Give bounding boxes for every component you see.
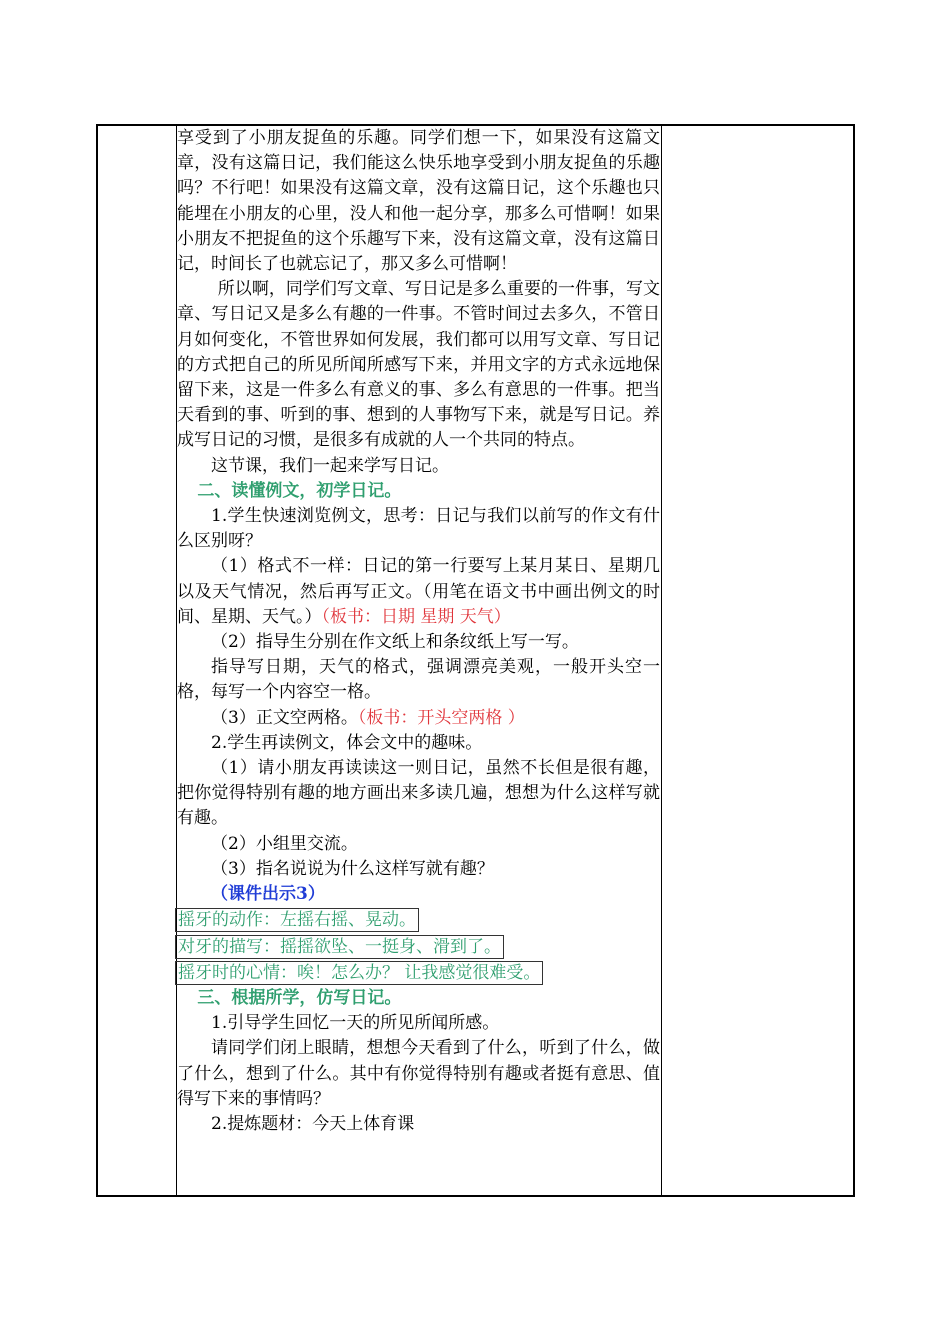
- table-column-divider: [661, 126, 662, 1195]
- paragraph: 这节课，我们一起来学写日记。: [211, 455, 449, 476]
- courseware-note: （课件出示3）: [211, 884, 325, 905]
- paragraph: 指导写日期，天气的格式，强调漂亮美观，一般开头空一格，每写一个内容空一格。: [177, 657, 660, 703]
- paragraph: [177, 706, 660, 731]
- section-heading: 三、根据所学，仿写日记。: [197, 987, 402, 1008]
- paragraph: 1.学生快速浏览例文，思考：日记与我们以前写的作文有什么区别呀？: [177, 506, 660, 552]
- courseware-box-list: [175, 907, 660, 986]
- board-note: （板书：日期 星期 天气）: [321, 606, 511, 627]
- paragraph: （3）指名说说为什么这样写就有趣？: [211, 858, 494, 879]
- courseware-box: 摇牙的动作：左摇右摇、晃动。: [175, 908, 419, 932]
- paragraph: [177, 554, 660, 630]
- courseware-box: 摇牙时的心情：唉！怎么办？ 让我感觉很难受。: [175, 961, 543, 985]
- board-note: （板书：开头空两格 ）: [357, 707, 525, 728]
- paragraph: （2）指导生分别在作文纸上和条纹纸上写一写。: [211, 632, 579, 653]
- paragraph: 2.提炼题材：今天上体育课: [211, 1113, 415, 1134]
- paragraph: （2）小组里交流。: [211, 833, 358, 854]
- lesson-content: [177, 126, 660, 1137]
- paragraph-text: （1）格式不一样：日记的第一行要写上某月某日、星期几以及天气情况，然后再写正文。（用笔在语文书中画出例文的时间、星期、天气。）: [177, 556, 660, 627]
- paragraph: 1.引导学生回忆一天的所见所闻所感。: [211, 1013, 500, 1034]
- courseware-box: 对牙的描写：摇摇欲坠、一挺身、滑到了。: [175, 935, 504, 959]
- paragraph: （1）请小朋友再读读这一则日记，虽然不长但是很有趣，把你觉得特别有趣的地方画出来多读几遍，想想为什么这样写就有趣。: [177, 758, 660, 829]
- paragraph: 所以啊，同学们写文章、写日记是多么重要的一件事，写文章、写日记又是多么有趣的一件事。不管时间过去多久，不管日月如何变化，不管世界如何发展，我们都可以用写文章、写日记的方式把自己的所见所闻所感写下来，并用文字的方式永远地保留下来，这是一件多么有意义的事、多么有意思的一件事。把当天看到的事、听到的事、想到的人事物写下来，就是写日记。养成写日记的习惯，是很多有成就的人一个共同的特点。: [177, 279, 660, 451]
- paragraph: 2.学生再读例文，体会文中的趣味。: [211, 732, 483, 753]
- paragraph: 请同学们闭上眼睛，想想今天看到了什么，听到了什么，做了什么，想到了什么。其中有你觉得特别有趣或者挺有意思、值得写下来的事情吗？: [177, 1038, 660, 1109]
- paragraph-text: （3）正文空两格。: [211, 707, 358, 728]
- paragraph: 享受到了小朋友捉鱼的乐趣。同学们想一下，如果没有这篇文章，没有这篇日记，我们能这么快乐地享受到小朋友捉鱼的乐趣吗？不行吧！如果没有这篇文章，没有这篇日记，这个乐趣也只能埋在小朋友的心里，没人和他一起分享，那多么可惜啊！如果小朋友不把捉鱼的这个乐趣写下来，没有这篇文章，没有这篇日记，时间长了也就忘记了，那又多么可惜啊！: [177, 128, 660, 275]
- section-heading: 二、读懂例文，初学日记。: [197, 480, 402, 501]
